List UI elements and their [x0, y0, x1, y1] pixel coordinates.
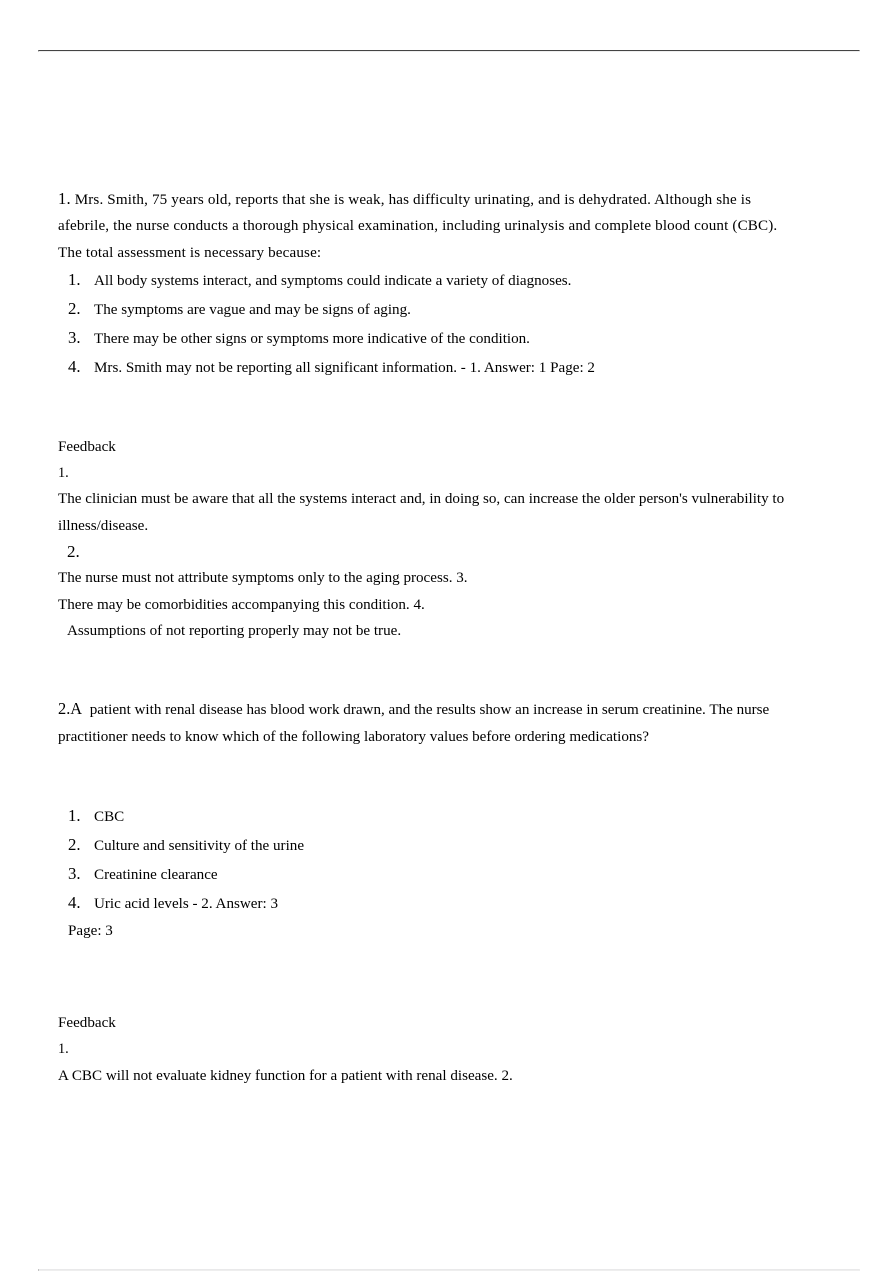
feedback-item-2-text: The nurse must not attribute symptoms only to the aging process. 3. — [58, 570, 468, 587]
question-1-option-4[interactable] — [58, 353, 798, 382]
question-2-page-reference: Page: 3 — [68, 922, 113, 939]
option-label: All body systems interact, and symptoms could indicate a variety of diagnoses. — [94, 272, 572, 289]
feedback-item-2-number: 2. — [67, 542, 80, 562]
option-number: 1. — [68, 269, 81, 289]
question-2-option-2[interactable] — [58, 831, 798, 860]
question-1-stem-text: Mrs. Smith, 75 years old, reports that she is weak, has difficulty urinating, and is dehydrated. Although she is afebrile, the nurse conducts a thorough physical examination, including urinalysis and complete blood count (CBC). The total assessment is necessary because: — [58, 192, 778, 261]
spacer — [58, 382, 798, 434]
question-1-number: 1. — [58, 189, 71, 208]
feedback-heading: Feedback — [58, 1015, 116, 1032]
header-divider-rule — [38, 50, 860, 52]
question-1-block — [58, 186, 798, 644]
question-1-feedback — [58, 434, 798, 644]
option-label: Creatinine clearance — [94, 866, 218, 883]
question-2-option-3[interactable] — [58, 860, 798, 889]
option-label: Culture and sensitivity of the urine — [94, 837, 305, 854]
question-2-option-4[interactable] — [58, 889, 798, 918]
spacer — [58, 944, 798, 1010]
document-body — [58, 186, 798, 1089]
question-2-options — [58, 802, 798, 918]
option-label: CBC — [94, 808, 125, 825]
option-number: 3. — [68, 327, 81, 347]
question-2-feedback — [58, 1010, 798, 1089]
question-1-option-1[interactable] — [58, 266, 798, 295]
option-number: 4. — [68, 356, 81, 376]
feedback-item-1-number: 1. — [58, 1041, 69, 1058]
option-number: 3. — [68, 863, 81, 883]
feedback-heading: Feedback — [58, 438, 116, 455]
question-1-option-2[interactable] — [58, 295, 798, 324]
question-1-stem — [58, 186, 798, 266]
option-number: 4. — [68, 892, 81, 912]
question-1-option-3[interactable] — [58, 324, 798, 353]
feedback-item-4-text: Assumptions of not reporting properly may not be true. — [67, 622, 402, 639]
question-2-block — [58, 696, 798, 1089]
feedback-item-3-text: There may be comorbidities accompanying this condition. 4. — [58, 596, 425, 613]
feedback-item-1-text: The clinician must be aware that all the systems interact and, in doing so, can increase the older person's vulnerability to illness/disease. — [58, 491, 785, 534]
option-label: There may be other signs or symptoms more indicative of the condition. — [94, 330, 530, 347]
question-2-number: 2.A — [58, 699, 83, 719]
question-2-stem — [58, 696, 798, 750]
spacer — [58, 750, 798, 802]
option-label: The symptoms are vague and may be signs of aging. — [94, 301, 411, 318]
question-2-stem-text: patient with renal disease has blood work drawn, and the results show an increase in serum creatinine. The nurse practitioner needs to know which of the following laboratory values before ordering medications? — [58, 702, 770, 745]
option-number: 2. — [68, 298, 81, 318]
spacer — [58, 644, 798, 696]
question-1-options — [58, 266, 798, 382]
feedback-item-1-text: A CBC will not evaluate kidney function for a patient with renal disease. 2. — [58, 1067, 513, 1084]
option-number: 1. — [68, 805, 81, 825]
feedback-item-1-number: 1. — [58, 465, 69, 482]
option-label: Uric acid levels - 2. Answer: 3 — [94, 895, 279, 912]
option-label: Mrs. Smith may not be reporting all significant information. - 1. Answer: 1 Page: 2 — [94, 359, 595, 376]
question-2-option-1[interactable] — [58, 802, 798, 831]
option-number: 2. — [68, 834, 81, 854]
